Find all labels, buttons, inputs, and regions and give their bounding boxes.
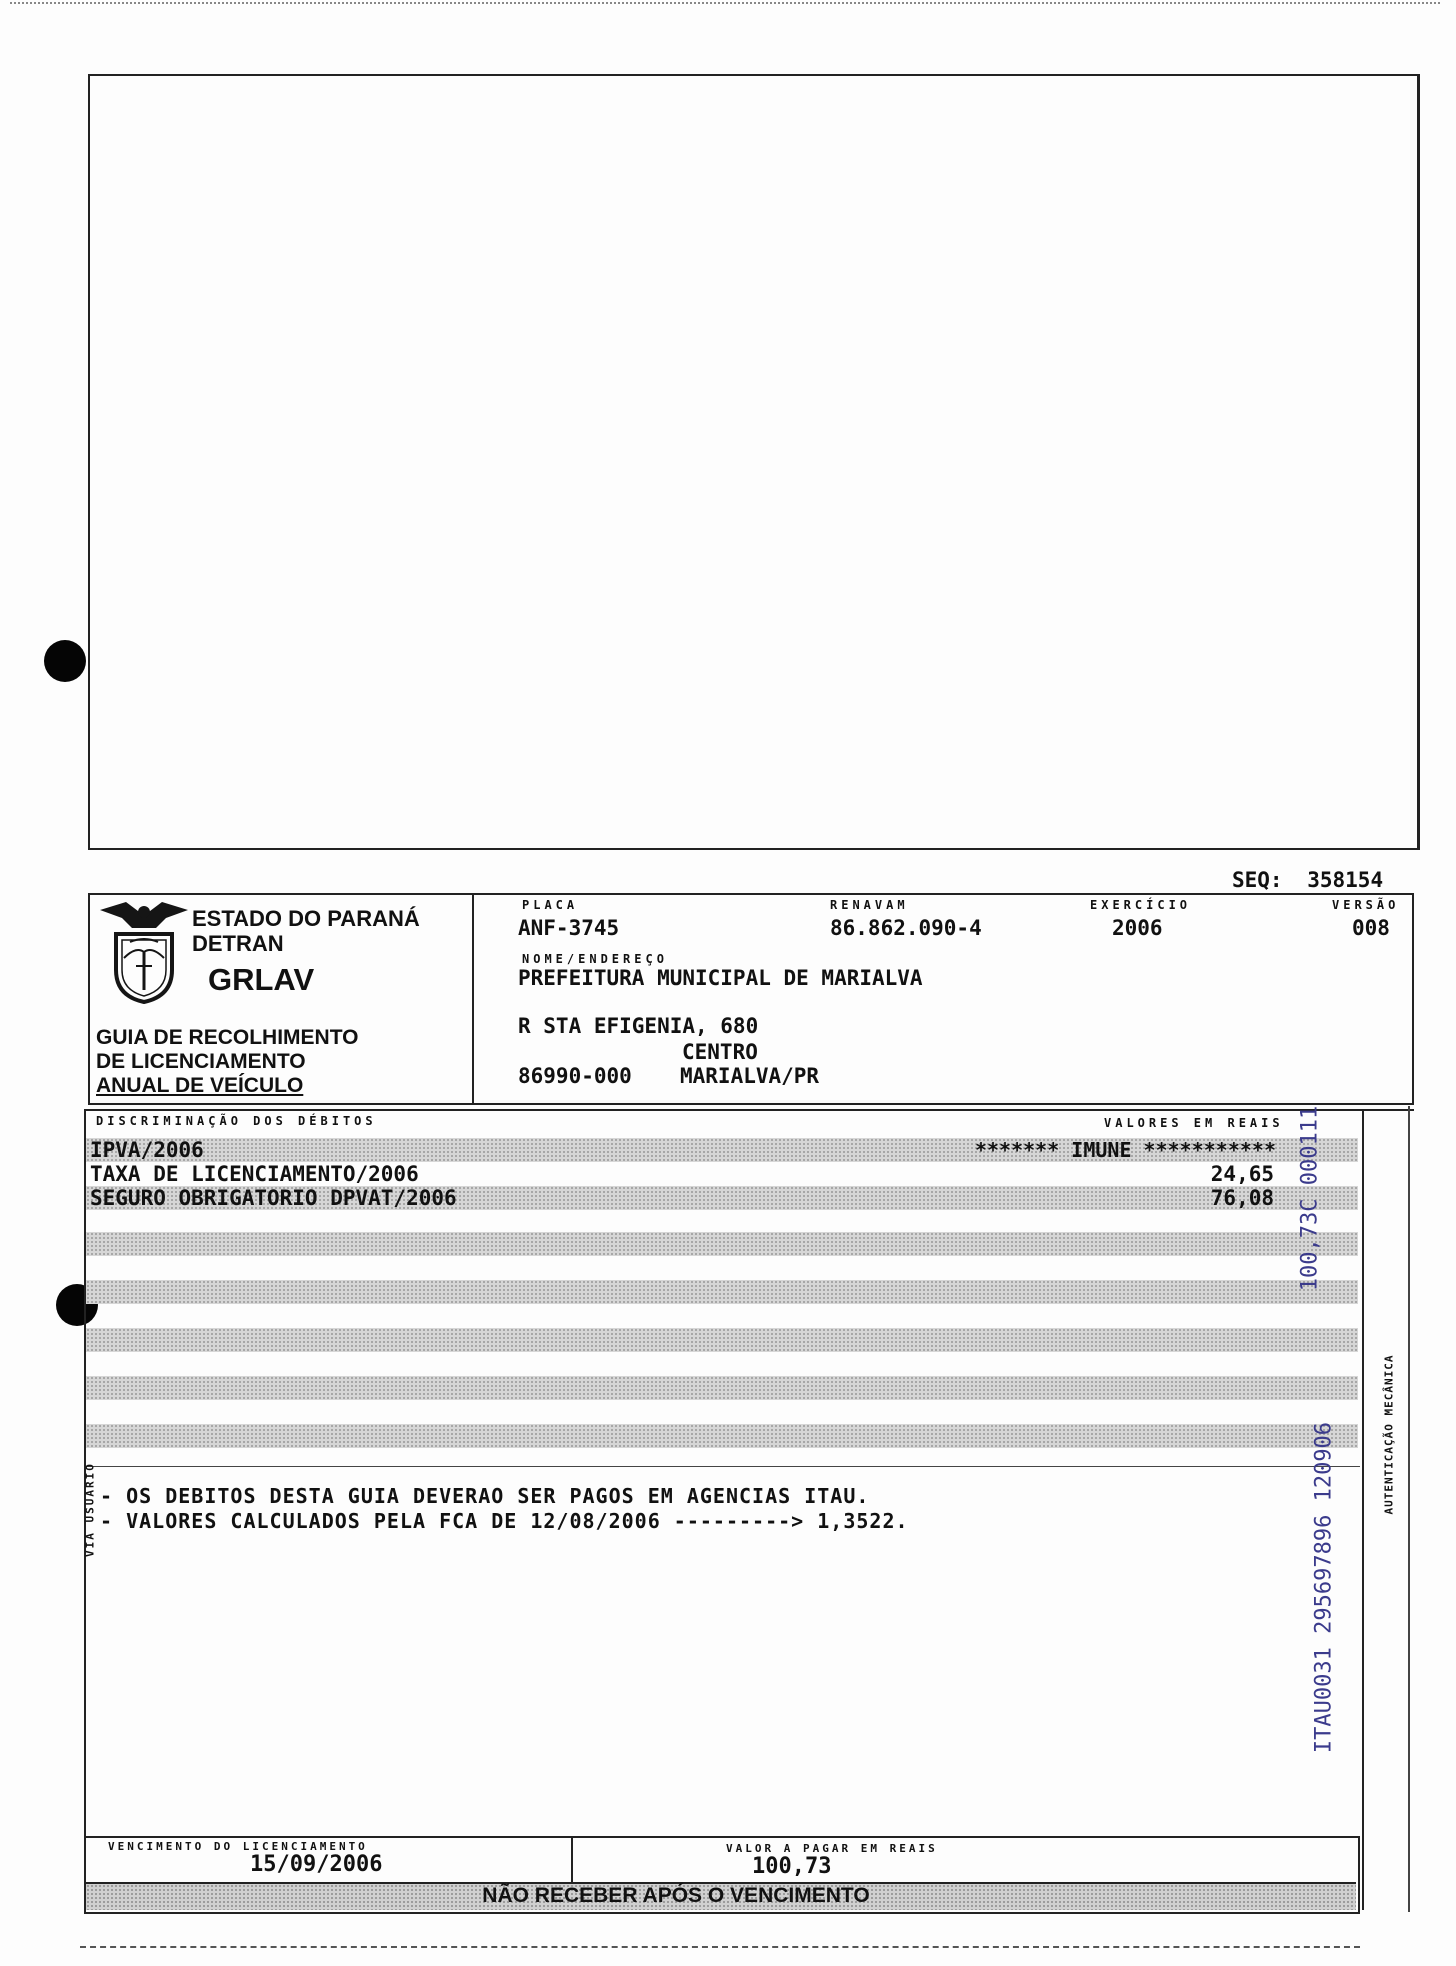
renavam-value: 86.862.090-4 [830,916,982,940]
versao-label: VERSÃO [1332,898,1400,912]
shade-row-4 [86,1280,1358,1304]
placa-label: PLACA [522,898,579,912]
debts-header-left: DISCRIMINAÇÃO DOS DÉBITOS [96,1114,377,1128]
debt-description: SEGURO OBRIGATORIO DPVAT/2006 [90,1186,457,1210]
valor-value: 100,73 [752,1854,832,1879]
debts-header-right: VALORES EM REAIS [1104,1116,1284,1130]
shade-row-6 [86,1376,1358,1400]
debt-value: 24,65 [1210,1162,1274,1186]
renavam-label: RENAVAM [830,898,909,912]
debts-top-rule [84,1109,1414,1111]
versao-value: 008 [1352,916,1390,940]
address-city: MARIALVA/PR [680,1064,820,1088]
owner-name: PREFEITURA MUNICIPAL DE MARIALVA [518,966,923,990]
sequence-label: SEQ: [1232,868,1283,892]
debt-value: ******* IMUNE *********** [974,1138,1276,1162]
exercicio-label: EXERCÍCIO [1090,898,1192,912]
right-border-tail [1408,1106,1410,1912]
bottom-perforation [80,1946,1360,1948]
guide-title-line2: DE LICENCIAMENTO [96,1050,306,1073]
autenticacao-mecanica-label: AUTENTICAÇÃO MECÂNICA [1382,1354,1396,1515]
nome-endereco-label: NOME/ENDEREÇO [522,952,668,966]
notes-rule [86,1466,1360,1467]
state-name: ESTADO DO PARANÁ [192,906,420,931]
valor-label: VALOR A PAGAR EM REAIS [726,1842,938,1855]
debt-description: TAXA DE LICENCIAMENTO/2006 [90,1162,419,1186]
authentication-stamp-line2: ITAU0031 295697896 120906 [1311,1421,1337,1754]
address-cep: 86990-000 [518,1064,632,1088]
vencimento-value: 15/09/2006 [250,1852,383,1877]
sequence-value: 358154 [1307,868,1384,892]
sequence-number [1232,868,1383,892]
exercicio-value: 2006 [1112,916,1163,940]
via-usuario-label: VIA USUARIO [83,1462,97,1557]
debt-value: 76,08 [1210,1186,1274,1210]
agency-name: DETRAN [192,931,284,956]
address-street: R STA EFIGENIA, 680 [518,1014,759,1038]
footer-divider [571,1836,573,1882]
shade-row-5 [86,1328,1358,1352]
debt-description: IPVA/2006 [90,1138,204,1162]
address-district: CENTRO [682,1040,758,1064]
guide-title-line3: ANUAL DE VEÍCULO [96,1074,304,1097]
top-perforation [10,2,1440,4]
guide-title-line1: GUIA DE RECOLHIMENTO [96,1026,359,1049]
shade-row-3 [86,1232,1358,1256]
blank-upper-panel [88,74,1420,850]
authentication-stamp-line1: 100,73C 000111 [1297,1105,1323,1292]
note-line-2: - VALORES CALCULADOS PELA FCA DE 12/08/2006 ---------> 1,3522. [100,1509,909,1533]
shade-row-7 [86,1424,1358,1448]
punch-hole-top [44,640,86,682]
document-code: GRLAV [208,962,315,997]
note-line-1: - OS DEBITOS DESTA GUIA DEVERAO SER PAGOS EM AGENCIAS ITAU. [100,1484,870,1508]
coat-of-arms-icon [96,896,192,1008]
header-divider [472,893,474,1103]
placa-value: ANF-3745 [518,916,620,940]
warning-text: NÃO RECEBER APÓS O VENCIMENTO [482,1884,870,1907]
vencimento-label: VENCIMENTO DO LICENCIAMENTO [108,1840,368,1853]
